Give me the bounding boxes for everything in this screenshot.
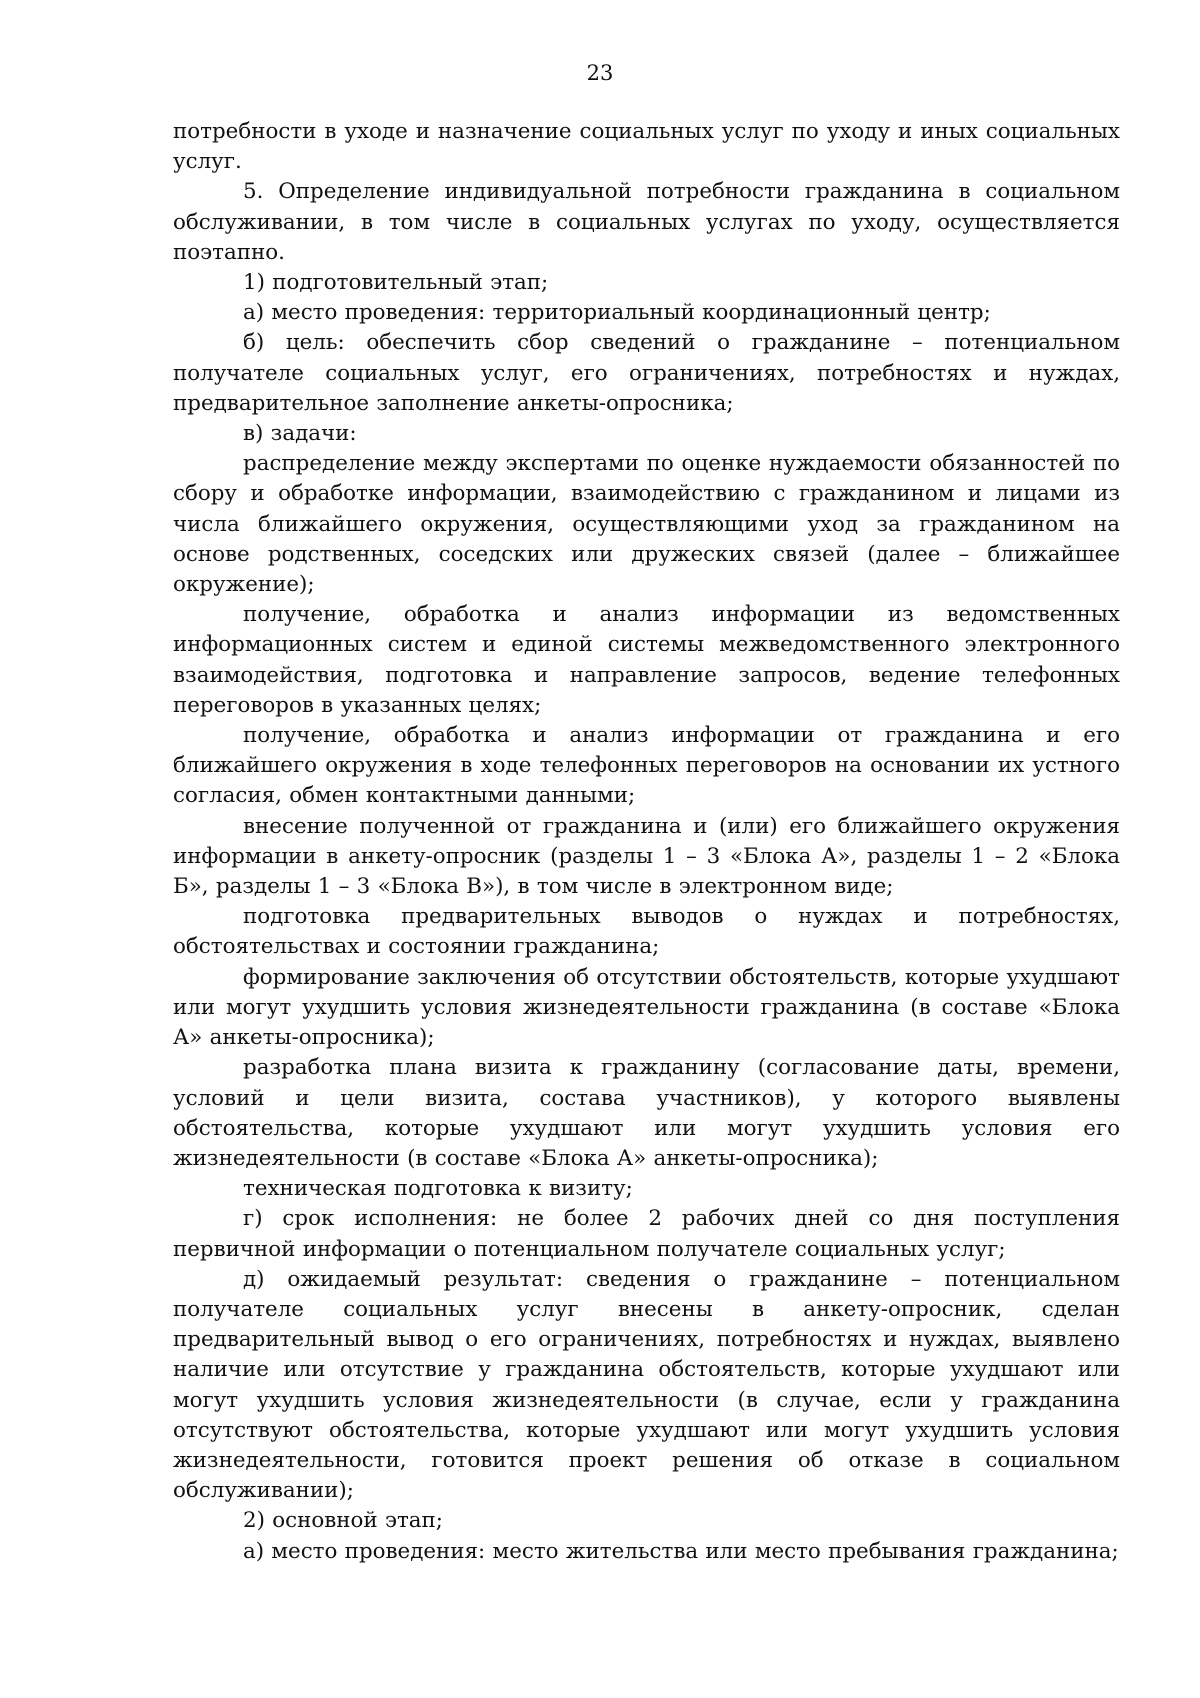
paragraph: в) задачи: xyxy=(243,421,357,447)
paragraph: а) место проведения: место жительства или место пребывания гражданина; xyxy=(243,1538,1119,1564)
paragraph: получение, обработка и анализ информации от гражданина и его ближайшего окружения в ходе телефонных переговоров на основании их устного согласия, обмен контактными данными; xyxy=(173,723,1120,809)
paragraph: 1) подготовительный этап; xyxy=(243,270,549,296)
paragraph: формирование заключения об отсутствии обстоятельств, которые ухудшают или могут ухудшить условия жизнедеятельности гражданина (в составе «Блока А» анкеты-опросника); xyxy=(173,964,1120,1051)
paragraph: потребности в уходе и назначение социальных услуг по уходу и иных социальных услуг. xyxy=(173,119,1120,175)
paragraph: подготовка предварительных выводов о нуждах и потребностях, обстоятельствах и состоянии гражданина; xyxy=(173,904,1120,960)
paragraph: 2) основной этап; xyxy=(243,1508,444,1534)
page-number: 23 xyxy=(586,61,614,85)
paragraph: техническая подготовка к визиту; xyxy=(243,1176,633,1202)
paragraph: внесение полученной от гражданина и (или) его ближайшего окружения информации в анкету-опросник (разделы 1 – 3 «Блока А», разделы 1 – 2 «Блока Б», разделы 1 – 3 «Блока В»), в том числе в электронном виде; xyxy=(173,813,1120,900)
paragraph: д) ожидаемый результат: сведения о гражданине – потенциальном получателе социальных услуг внесены в анкету-опросник, сделан предварительный вывод о его ограничениях, потребностях и нуждах, выявлено наличие или отсутствие у гражданина обстоятельств, которые ухудшают или могут ухудшить условия жизнедеятельности (в случае, если у гражданина отсутствуют обстоятельства, которые ухудшают или могут ухудшить условия жизнедеятельности, готовится проект решения об отказе в социальном обслуживании); xyxy=(173,1266,1120,1504)
body-text xyxy=(173,117,1120,1567)
paragraph: получение, обработка и анализ информации из ведомственных информационных систем и единой системы межведомственного электронного взаимодействия, подготовка и направление запросов, ведение телефонных переговоров в указанных целях; xyxy=(173,602,1120,718)
paragraph: 5. Определение индивидуальной потребности гражданина в социальном обслуживании, в том числе в социальных услугах по уходу, осуществляется поэтапно. xyxy=(173,179,1120,265)
paragraph: распределение между экспертами по оценке нуждаемости обязанностей по сбору и обработке информации, взаимодействию с гражданином и лицами из числа ближайшего окружения, осуществляющими уход за гражданином на основе родственных, соседских или дружеских связей (далее – ближайшее окружение); xyxy=(173,451,1120,598)
paragraph: разработка плана визита к гражданину (согласование даты, времени, условий и цели визита, состава участников), у которого выявлены обстоятельства, которые ухудшают или могут ухудшить условия его жизнедеятельности (в составе «Блока А» анкеты-опросника); xyxy=(173,1055,1120,1171)
paragraph: а) место проведения: территориальный координационный центр; xyxy=(243,300,991,326)
paragraph: б) цель: обеспечить сбор сведений о гражданине – потенциальном получателе социальных услуг, его ограничениях, потребностях и нуждах, предварительное заполнение анкеты-опросника; xyxy=(173,330,1120,416)
paragraph: г) срок исполнения: не более 2 рабочих дней со дня поступления первичной информации о потенциальном получателе социальных услуг; xyxy=(173,1206,1120,1262)
